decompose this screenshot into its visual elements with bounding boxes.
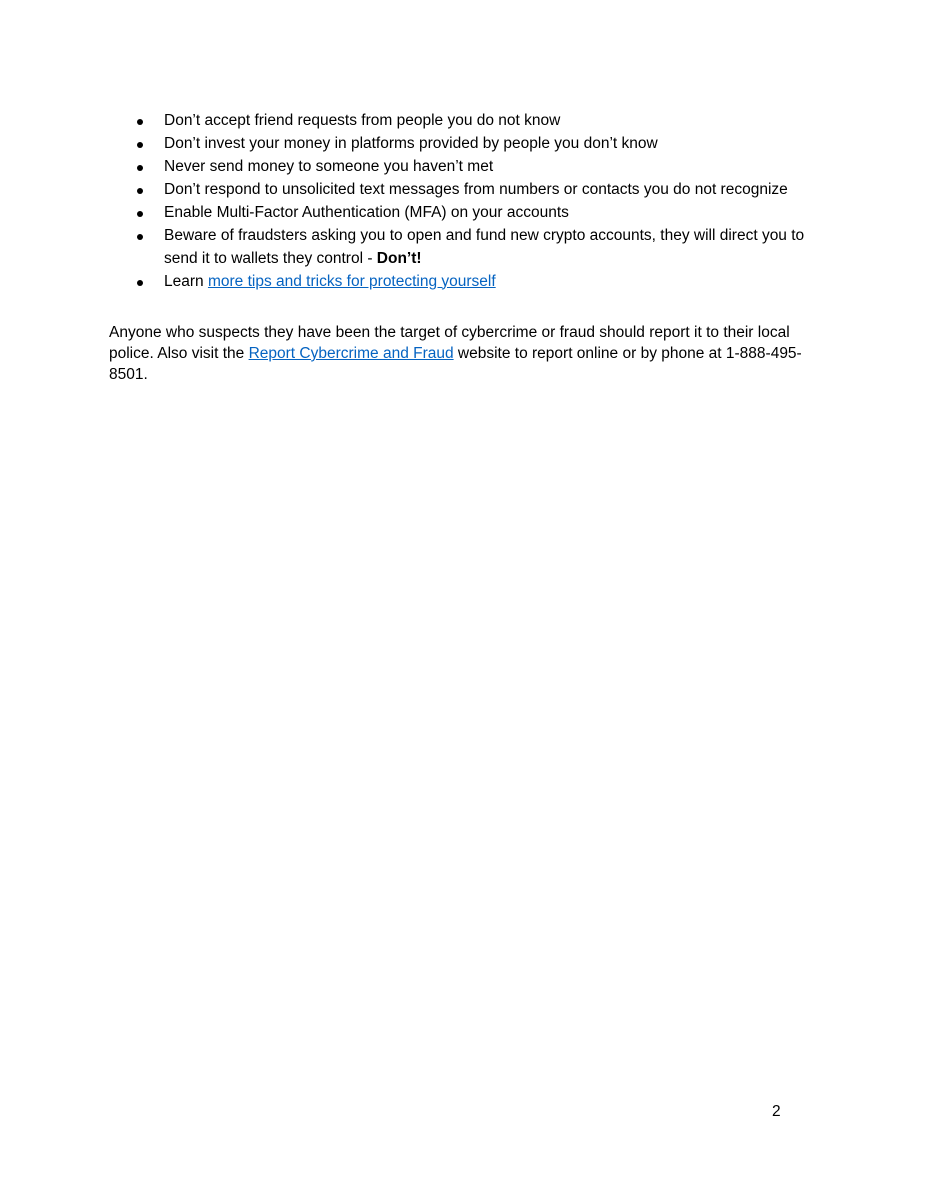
page-number: 2 xyxy=(772,1103,781,1120)
bullet-icon xyxy=(137,280,143,286)
tip-text: Don’t respond to unsolicited text messages from numbers or contacts you do not recognize xyxy=(164,181,788,198)
bullet-icon xyxy=(137,234,143,240)
bullet-icon xyxy=(137,142,143,148)
bullet-icon xyxy=(137,119,143,125)
tip-text: Don’t invest your money in platforms provided by people you don’t know xyxy=(164,135,658,152)
report-cybercrime-link[interactable]: Report Cybercrime and Fraud xyxy=(248,345,454,362)
list-item xyxy=(137,110,817,133)
tip-text: Don’t accept friend requests from people you do not know xyxy=(164,112,561,129)
list-item xyxy=(137,179,817,202)
bullet-icon xyxy=(137,165,143,171)
list-item xyxy=(137,156,817,179)
tip-text: Enable Multi-Factor Authentication (MFA) on your accounts xyxy=(164,204,569,221)
tip-emphasis: Don’t! xyxy=(376,249,422,267)
bullet-icon xyxy=(137,211,143,217)
tip-text: Never send money to someone you haven’t met xyxy=(164,158,494,175)
report-paragraph xyxy=(109,322,809,385)
list-item xyxy=(137,225,817,270)
report-text-before: Anyone who suspects they have been the target of cybercrime or fraud should report it to their local police. Also visit the xyxy=(109,324,790,362)
safety-tips-list xyxy=(137,110,817,294)
bullet-icon xyxy=(137,188,143,194)
report-text-after: website to report online or by phone at 1-888-495-8501. xyxy=(109,345,802,383)
list-item xyxy=(137,202,817,225)
more-tips-link[interactable]: more tips and tricks for protecting yourself xyxy=(207,272,496,290)
list-item xyxy=(137,271,817,294)
list-item xyxy=(137,133,817,156)
tip-prefix: Learn xyxy=(164,272,208,290)
tip-text: Beware of fraudsters asking you to open and fund new crypto accounts, they will direct you to send it to wallets they control - xyxy=(164,227,805,267)
